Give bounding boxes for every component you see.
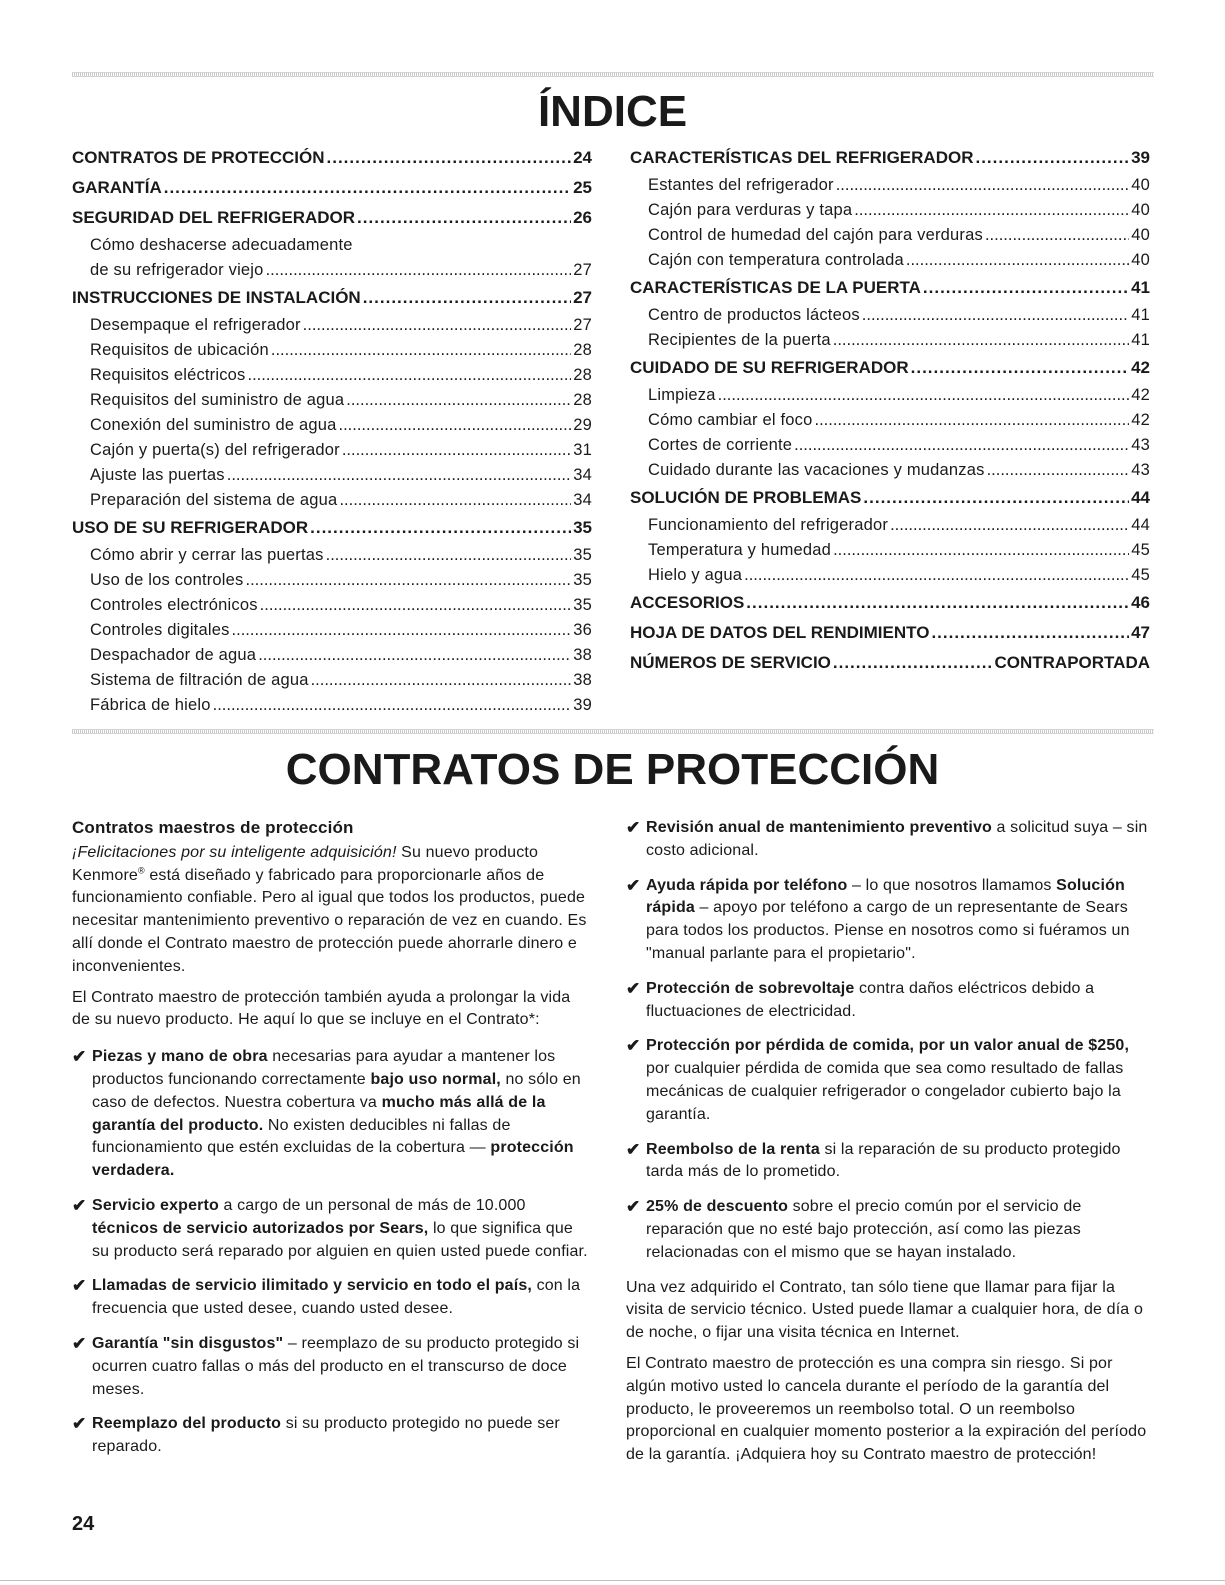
toc-entry-page: 45 — [1131, 541, 1150, 559]
toc-entry[interactable] — [630, 538, 1150, 563]
toc-leader-dots — [311, 668, 572, 693]
section-title: CONTRATOS DE PROTECCIÓN — [285, 745, 940, 794]
toc-entry-page: 31 — [573, 441, 592, 459]
benefit-item — [72, 1333, 592, 1401]
toc-entry[interactable] — [630, 618, 1150, 648]
toc-entry-page: 39 — [573, 696, 592, 714]
toc-entry[interactable] — [630, 433, 1150, 458]
toc-entry-label: Cómo cambiar el foco — [648, 411, 813, 429]
benefit-bold-text: Servicio experto — [92, 1196, 219, 1214]
toc-entry-label: Requisitos de ubicación — [90, 341, 269, 359]
toc-entry[interactable] — [72, 233, 592, 258]
toc-entry[interactable] — [72, 388, 592, 413]
benefit-bold-text: Reembolso de la renta — [646, 1140, 820, 1158]
bottom-edge-line — [0, 1580, 1225, 1581]
toc-entry[interactable] — [630, 483, 1150, 513]
benefit-item — [626, 817, 1150, 863]
toc-entry[interactable] — [72, 593, 592, 618]
benefit-plain-text: – reemplazo de su producto protegido si ocurren cuatro fallas o más del producto en el transcurso de doce meses. — [92, 1334, 580, 1398]
toc-entry[interactable] — [72, 143, 592, 173]
checkmark-icon: ✔ — [626, 1036, 641, 1056]
toc-entry-label: Recipientes de la puerta — [648, 331, 831, 349]
toc-entry[interactable] — [72, 438, 592, 463]
benefit-plain-text: por cualquier pérdida de comida que sea como resultado de fallas mecánicas de cualquier refrigerador o congelador cubierto bajo la garantía. — [646, 1060, 1124, 1123]
toc-entry-page: 43 — [1131, 436, 1150, 454]
benefit-plain-text: no sólo en caso de defectos. Nuestra cobertura va — [92, 1070, 581, 1111]
toc-entry[interactable] — [72, 283, 592, 313]
benefit-text — [92, 1046, 592, 1183]
toc-entry-label: Ajuste las puertas — [90, 466, 225, 484]
toc-entry-label: Requisitos eléctricos — [90, 366, 246, 384]
benefit-bold-text: Piezas y mano de obra — [92, 1048, 268, 1066]
toc-entry[interactable] — [630, 173, 1150, 198]
toc-entry-label: Temperatura y humedad — [648, 541, 832, 559]
toc-entry-label: Centro de productos lácteos — [648, 306, 860, 324]
toc-entry[interactable] — [72, 173, 592, 203]
benefit-item — [72, 1195, 592, 1263]
toc-leader-dots — [833, 648, 993, 678]
toc-entry[interactable] — [72, 693, 592, 718]
checkmark-icon: ✔ — [72, 1047, 87, 1067]
toc-right-column — [630, 143, 1150, 678]
toc-leader-dots — [923, 273, 1129, 303]
toc-entry[interactable] — [72, 543, 592, 568]
toc-leader-dots — [342, 438, 571, 463]
toc-entry[interactable] — [72, 618, 592, 643]
benefit-bold-text: Revisión anual de mantenimiento preventivo — [646, 819, 992, 836]
benefit-bold-text: 25% de descuento — [646, 1198, 789, 1216]
toc-leader-dots — [987, 458, 1130, 483]
toc-entry[interactable] — [630, 303, 1150, 328]
toc-leader-dots — [266, 258, 572, 283]
toc-leader-dots — [746, 588, 1129, 618]
toc-entry-page: 34 — [573, 491, 592, 509]
toc-entry[interactable] — [630, 408, 1150, 433]
benefit-bold-text: Llamadas de servicio ilimitado y servicio en todo el país, — [92, 1277, 532, 1295]
toc-entry-label: de su refrigerador viejo — [90, 261, 264, 279]
toc-entry-page: 44 — [1131, 516, 1150, 534]
toc-entry[interactable] — [630, 563, 1150, 588]
toc-leader-dots — [863, 483, 1129, 513]
toc-leader-dots — [906, 248, 1129, 273]
toc-entry-page: 28 — [573, 391, 592, 409]
benefit-item — [626, 1035, 1150, 1126]
toc-entry[interactable] — [72, 463, 592, 488]
right-benefit-list — [626, 817, 1150, 1265]
toc-leader-dots — [164, 173, 571, 203]
benefit-plain-text: – apoyo por teléfono a cargo de un representante de Sears para todos los productos. Piense en nosotros como si fuéramos un "manual parlante para el propietario". — [646, 899, 1130, 962]
toc-entry-page: 34 — [573, 466, 592, 484]
toc-entry-label: Control de humedad del cajón para verduras — [648, 226, 983, 244]
checkmark-icon: ✔ — [72, 1195, 87, 1215]
toc-entry-page: 39 — [1131, 148, 1150, 167]
toc-entry-page: 42 — [1131, 386, 1150, 404]
toc-entry-page: 36 — [573, 621, 592, 639]
toc-entry-label: Desempaque el refrigerador — [90, 316, 301, 334]
toc-leader-dots — [862, 303, 1129, 328]
toc-entry-page: 38 — [573, 646, 592, 664]
toc-entry-page: 27 — [573, 288, 592, 307]
toc-entry-label: Hielo y agua — [648, 566, 743, 584]
toc-entry-label: Requisitos del suministro de agua — [90, 391, 345, 409]
toc-leader-dots — [260, 593, 572, 618]
toc-entry[interactable] — [72, 338, 592, 363]
toc-leader-dots — [326, 543, 572, 568]
purchase-paragraph: Una vez adquirido el Contrato, tan sólo tiene que llamar para fijar la visita de servicio técnico. Usted puede llamar a cualquier hora, de día o de noche, o fijar una visita técnica en Internet. — [626, 1278, 1144, 1342]
toc-entry-page: 40 — [1131, 176, 1150, 194]
intro-paragraph — [72, 842, 592, 979]
toc-entry-label: SEGURIDAD DEL REFRIGERADOR — [72, 208, 356, 227]
toc-entry-page: 35 — [573, 596, 592, 614]
benefit-plain-text: a solicitud suya – sin costo adicional. — [646, 819, 1148, 859]
benefit-bold-text: mucho más allá de la garantía del producto. — [92, 1093, 546, 1134]
benefit-bold-text: Ayuda rápida por teléfono — [646, 876, 848, 894]
benefit-item — [626, 1139, 1150, 1185]
benefit-plain-text: sobre el precio común por el servicio de reparación que no esté bajo protección, así como las piezas relacionadas con el mismo que se hayan instalado. — [646, 1198, 1082, 1261]
toc-entry[interactable] — [630, 143, 1150, 173]
toc-entry-page: 47 — [1131, 623, 1150, 642]
middle-divider — [72, 729, 1154, 734]
toc-entry[interactable] — [630, 248, 1150, 273]
toc-leader-dots — [814, 408, 1129, 433]
toc-entry[interactable] — [630, 223, 1150, 248]
body-right-column — [626, 817, 1150, 1475]
toc-leader-dots — [346, 388, 571, 413]
benefit-bold-text: Protección por pérdida de comida, por un valor anual de $250, — [646, 1037, 1130, 1055]
toc-leader-dots — [246, 568, 572, 593]
toc-entry-page: 35 — [573, 518, 592, 537]
benefit-plain-text: a cargo de un personal de más de 10.000 — [218, 1196, 526, 1214]
checkmark-icon: ✔ — [72, 1276, 87, 1296]
toc-leader-dots — [271, 338, 571, 363]
benefit-plain-text: – lo que nosotros llamamos — [847, 876, 1057, 894]
toc-entry-label: CARACTERÍSTICAS DE LA PUERTA — [630, 278, 921, 297]
toc-entry-page: 42 — [1131, 358, 1150, 377]
toc-entry-page: 44 — [1131, 488, 1150, 507]
intro-italic: ¡Felicitaciones por su inteligente adquisición! — [72, 843, 397, 861]
benefit-item — [626, 1196, 1150, 1264]
toc-entry-label: Despachador de agua — [90, 646, 257, 664]
checkmark-icon: ✔ — [626, 818, 641, 837]
toc-leader-dots — [718, 383, 1130, 408]
toc-entry-label: Controles electrónicos — [90, 596, 258, 614]
benefit-plain-text: No existen deducibles ni fallas de funcionamiento que estén excluidas de la cobertura — — [92, 1116, 511, 1157]
toc-entry-label: GARANTÍA — [72, 178, 162, 197]
toc-entry-label: CUIDADO DE SU REFRIGERADOR — [630, 358, 909, 377]
benefit-plain-text: necesarias para ayudar a mantener los productos funcionando correctamente — [92, 1048, 556, 1088]
toc-leader-dots — [744, 563, 1129, 588]
refund-paragraph: El Contrato maestro de protección es una compra sin riesgo. Si por algún motivo usted lo cancela durante el período de la garantía del producto, le proveeremos un reembolso total. O un reembolso proporcional en cualquier momento posterior a la expiración del período de la garantía. ¡Adquiera hoy su Contrato maestro de protección! — [626, 1354, 1147, 1464]
benefit-bold-text: protección verdadera. — [92, 1139, 574, 1180]
toc-entry[interactable] — [72, 488, 592, 513]
benefit-text — [92, 1275, 592, 1321]
toc-entry[interactable] — [72, 203, 592, 233]
toc-leader-dots — [833, 328, 1129, 353]
benefit-text — [646, 1139, 1150, 1185]
toc-entry-label: Fábrica de hielo — [90, 696, 211, 714]
benefit-plain-text: si su producto protegido no puede ser reparado. — [92, 1415, 560, 1456]
toc-leader-dots — [339, 413, 572, 438]
toc-leader-dots — [363, 283, 571, 313]
toc-entry-label: Cajón para verduras y tapa — [648, 201, 853, 219]
benefit-bold-text: técnicos de servicio autorizados por Sears, — [92, 1219, 429, 1237]
toc-entry-label: Uso de los controles — [90, 571, 244, 589]
toc-entry-label: Limpieza — [648, 386, 716, 404]
toc-entry-page: 35 — [573, 546, 592, 564]
toc-leader-dots — [975, 143, 1129, 173]
benefit-plain-text: si la reparación de su producto protegido tarda más de lo prometido. — [646, 1140, 1121, 1181]
toc-entry[interactable] — [630, 383, 1150, 408]
benefit-bold-text: bajo uso normal, — [370, 1070, 501, 1088]
toc-entry[interactable] — [72, 258, 592, 283]
benefit-text — [92, 1413, 592, 1459]
toc-leader-dots — [854, 198, 1129, 223]
section-subheading: Contratos maestros de protección — [72, 818, 354, 837]
toc-entry-page: 41 — [1131, 278, 1150, 297]
registered-mark: ® — [137, 865, 145, 876]
benefit-text — [92, 1195, 592, 1263]
page-number: 24 — [72, 1513, 95, 1535]
toc-entry[interactable] — [72, 413, 592, 438]
toc-leader-dots — [248, 363, 572, 388]
toc-entry-label: Cajón con temperatura controlada — [648, 251, 904, 269]
toc-entry-page: 41 — [1131, 306, 1150, 324]
toc-entry-page: 46 — [1131, 593, 1150, 612]
toc-entry-page: 41 — [1131, 331, 1150, 349]
toc-entry-label: ACCESORIOS — [630, 593, 745, 612]
toc-entry-page: 38 — [573, 671, 592, 689]
benefit-plain-text: contra daños eléctricos debido a fluctuaciones de electricidad. — [646, 979, 1095, 1020]
toc-entry-label: Cómo deshacerse adecuadamente — [90, 236, 353, 254]
toc-entry[interactable] — [72, 363, 592, 388]
toc-entry-page: CONTRAPORTADA — [994, 653, 1150, 672]
benefit-text — [92, 1333, 592, 1401]
toc-leader-dots — [258, 643, 571, 668]
left-benefit-list — [72, 1046, 592, 1459]
toc-entry-label: Cómo abrir y cerrar las puertas — [90, 546, 324, 564]
toc-entry-page: 40 — [1131, 226, 1150, 244]
benefit-item — [626, 875, 1150, 966]
benefit-plain-text: lo que significa que su producto será reparado por alguien en quien usted puede confiar. — [92, 1219, 588, 1260]
toc-leader-dots — [794, 433, 1129, 458]
toc-entry-page: 45 — [1131, 566, 1150, 584]
toc-entry-label: Cuidado durante las vacaciones y mudanzas — [648, 461, 985, 479]
toc-entry-label: Cajón y puerta(s) del refrigerador — [90, 441, 340, 459]
toc-entry-page: 29 — [573, 416, 592, 434]
checkmark-icon: ✔ — [626, 978, 641, 998]
toc-title: ÍNDICE — [537, 87, 688, 136]
benefit-text — [646, 978, 1150, 1024]
toc-entry-page: 27 — [573, 261, 592, 279]
toc-entry[interactable] — [630, 588, 1150, 618]
toc-entry-label: Sistema de filtración de agua — [90, 671, 309, 689]
top-divider — [72, 72, 1154, 77]
toc-leader-dots — [357, 203, 571, 233]
toc-entry-page: 42 — [1131, 411, 1150, 429]
benefit-text — [646, 1035, 1150, 1126]
benefit-plain-text: con la frecuencia que usted desee, cuando usted desee. — [92, 1277, 581, 1318]
toc-entry-page: 25 — [573, 178, 592, 197]
benefit-item — [72, 1413, 592, 1459]
toc-entry[interactable] — [72, 668, 592, 693]
toc-entry-label: Controles digitales — [90, 621, 230, 639]
toc-entry-label: SOLUCIÓN DE PROBLEMAS — [630, 488, 862, 507]
toc-entry[interactable] — [72, 643, 592, 668]
toc-left-column — [72, 143, 592, 718]
toc-entry-label: CARACTERÍSTICAS DEL REFRIGERADOR — [630, 148, 974, 167]
toc-entry-label: USO DE SU REFRIGERADOR — [72, 518, 309, 537]
toc-entry-page: 40 — [1131, 251, 1150, 269]
toc-leader-dots — [232, 618, 572, 643]
benefit-item — [626, 978, 1150, 1024]
toc-leader-dots — [327, 143, 572, 173]
benefit-text — [646, 875, 1150, 966]
body-left-column — [72, 817, 592, 1471]
toc-entry-label: NÚMEROS DE SERVICIO — [630, 653, 831, 672]
checkmark-icon: ✔ — [626, 875, 641, 895]
toc-entry-label: Funcionamiento del refrigerador — [648, 516, 889, 534]
benefit-item — [72, 1046, 592, 1183]
benefit-text — [646, 817, 1150, 863]
toc-entry-page: 35 — [573, 571, 592, 589]
toc-entry[interactable] — [630, 458, 1150, 483]
checkmark-icon: ✔ — [72, 1333, 87, 1353]
benefit-text — [646, 1196, 1150, 1264]
checkmark-icon: ✔ — [626, 1197, 641, 1217]
toc-entry[interactable] — [72, 568, 592, 593]
toc-entry-label: Cortes de corriente — [648, 436, 793, 454]
benefit-item — [72, 1275, 592, 1321]
toc-entry-page: 40 — [1131, 201, 1150, 219]
coverage-paragraph: El Contrato maestro de protección también ayuda a prolongar la vida de su nuevo producto. He aquí lo que se incluye en el Contrato*: — [72, 988, 571, 1029]
toc-entry-label: HOJA DE DATOS DEL RENDIMIENTO — [630, 623, 930, 642]
toc-leader-dots — [985, 223, 1129, 248]
checkmark-icon: ✔ — [626, 1139, 641, 1159]
toc-entry-label: Conexión del suministro de agua — [90, 416, 337, 434]
toc-leader-dots — [227, 463, 571, 488]
toc-entry-label: CONTRATOS DE PROTECCIÓN — [72, 148, 325, 167]
toc-entry[interactable] — [630, 273, 1150, 303]
toc-entry[interactable] — [630, 353, 1150, 383]
toc-leader-dots — [890, 513, 1129, 538]
toc-leader-dots — [931, 618, 1129, 648]
benefit-bold-text: Protección de sobrevoltaje — [646, 979, 855, 997]
toc-entry-label: Estantes del refrigerador — [648, 176, 834, 194]
toc-leader-dots — [911, 353, 1129, 383]
benefit-bold-text: Garantía "sin disgustos" — [92, 1334, 284, 1352]
toc-leader-dots — [339, 488, 571, 513]
intro-text-b: está diseñado y fabricado para proporcionarle años de funcionamiento confiable. Pero al igual que todos los productos, puede necesitar mantenimiento preventivo o reparación de vez en cuando. Es allí donde el Contrato maestro de protección puede ahorrarle dinero e inconvenientes. — [72, 866, 587, 975]
toc-entry-page: 43 — [1131, 461, 1150, 479]
benefit-bold-text: Reemplazo del producto — [92, 1415, 282, 1433]
benefit-bold-text: Solución rápida — [646, 876, 1125, 917]
toc-entry-page: 24 — [573, 148, 592, 167]
intro-text-a: Su nuevo producto Kenmore — [72, 843, 539, 884]
toc-entry-page: 26 — [573, 208, 592, 227]
toc-entry-label: Preparación del sistema de agua — [90, 491, 338, 509]
toc-leader-dots — [833, 538, 1129, 563]
toc-entry[interactable] — [630, 328, 1150, 353]
toc-entry[interactable] — [72, 313, 592, 338]
toc-entry[interactable] — [630, 513, 1150, 538]
toc-leader-dots — [213, 693, 572, 718]
toc-entry[interactable] — [630, 198, 1150, 223]
toc-entry-page: 27 — [573, 316, 592, 334]
toc-entry[interactable] — [72, 513, 592, 543]
toc-entry-page: 28 — [573, 341, 592, 359]
checkmark-icon: ✔ — [72, 1414, 87, 1434]
toc-entry[interactable] — [630, 648, 1150, 678]
toc-leader-dots — [836, 173, 1130, 198]
toc-leader-dots — [303, 313, 572, 338]
toc-leader-dots — [310, 513, 571, 543]
toc-entry-page: 28 — [573, 366, 592, 384]
toc-entry-label: INSTRUCCIONES DE INSTALACIÓN — [72, 288, 361, 307]
